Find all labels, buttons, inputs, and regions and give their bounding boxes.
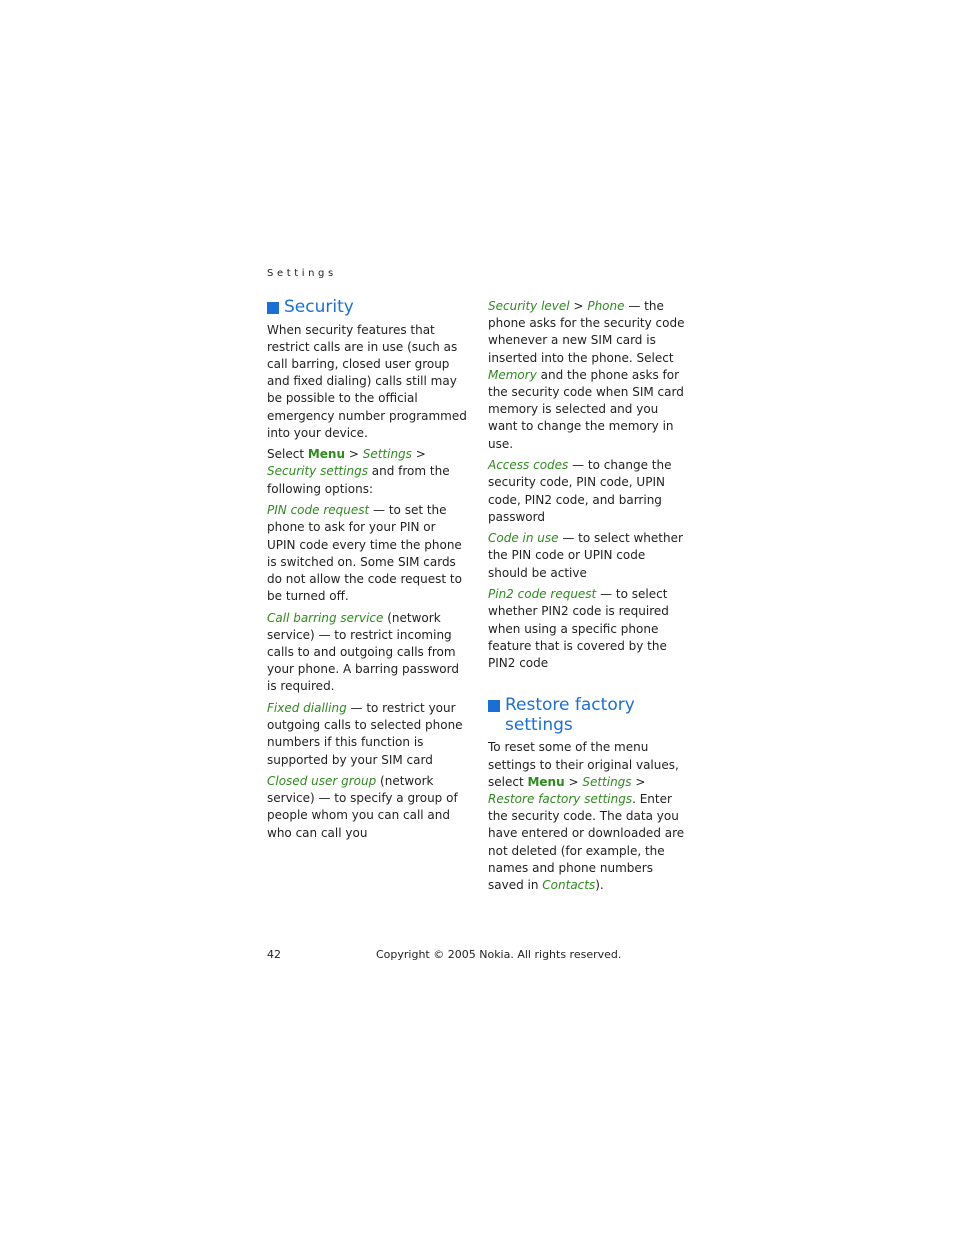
menu-label: Menu bbox=[307, 447, 346, 462]
copyright: Copyright © 2005 Nokia. All rights reserved. bbox=[376, 948, 622, 961]
security-intro: When security features that restrict calls are in use (such as call barring, closed user group and fixed dialing) calls still may be possible to the official emergency number programmed into your device. bbox=[267, 322, 467, 440]
option-pin2-code-request: Pin2 code request — to select whether PIN2 code is required when using a specific phone feature that is covered by the PIN2 code bbox=[488, 587, 669, 670]
menu-label: Menu bbox=[527, 774, 565, 789]
left-column bbox=[267, 298, 467, 846]
restore-factory-settings-label: Restore factory settings bbox=[488, 792, 633, 807]
restore-heading-text: Restore factory settings bbox=[505, 695, 635, 735]
right-column bbox=[488, 298, 688, 899]
security-select-path: Select Menu > Settings > Security settings and from the following options: bbox=[267, 447, 450, 496]
security-heading-text: Security bbox=[284, 297, 354, 317]
option-closed-user-group: Closed user group (network service) — to specify a group of people whom you can call and who can call you bbox=[267, 774, 458, 840]
security-settings-label: Security settings bbox=[267, 464, 368, 479]
option-fixed-dialling: Fixed dialling — to restrict your outgoing calls to selected phone numbers if this function is supported by your SIM card bbox=[267, 700, 463, 767]
square-bullet-icon bbox=[267, 302, 279, 314]
square-bullet-icon bbox=[488, 700, 500, 712]
option-code-in-use: Code in use — to select whether the PIN code or UPIN code should be active bbox=[488, 531, 683, 580]
option-security-level: Security level > Phone — the phone asks for the security code whenever a new SIM card is inserted into the phone. Select Memory and the phone asks for the security code when SIM card memory is selected and you want to change the memory in use. bbox=[488, 299, 685, 451]
security-heading bbox=[267, 298, 467, 318]
running-head: Settings bbox=[267, 268, 337, 279]
settings-label: Settings bbox=[582, 774, 632, 789]
contacts-label: Contacts bbox=[542, 878, 596, 893]
option-call-barring-service: Call barring service (network service) — to restrict incoming calls to and outgoing calls from your phone. A barring password is required. bbox=[267, 610, 459, 694]
restore-text: To reset some of the menu settings to their original values, select Menu > Settings > Restore factory settings. Enter the security code. The data you have entered or downloaded are not deleted (for example, the names and phone numbers saved in Contacts). bbox=[488, 740, 685, 893]
restore-heading bbox=[488, 696, 688, 735]
page-number: 42 bbox=[267, 948, 281, 961]
option-access-codes: Access codes — to change the security code, PIN code, UPIN code, PIN2 code, and barring password bbox=[488, 458, 672, 524]
settings-label: Settings bbox=[362, 447, 412, 462]
option-pin-code-request: PIN code request — to set the phone to ask for your PIN or UPIN code every time the phone is switched on. Some SIM cards do not allow the code request to be turned off. bbox=[267, 503, 462, 604]
